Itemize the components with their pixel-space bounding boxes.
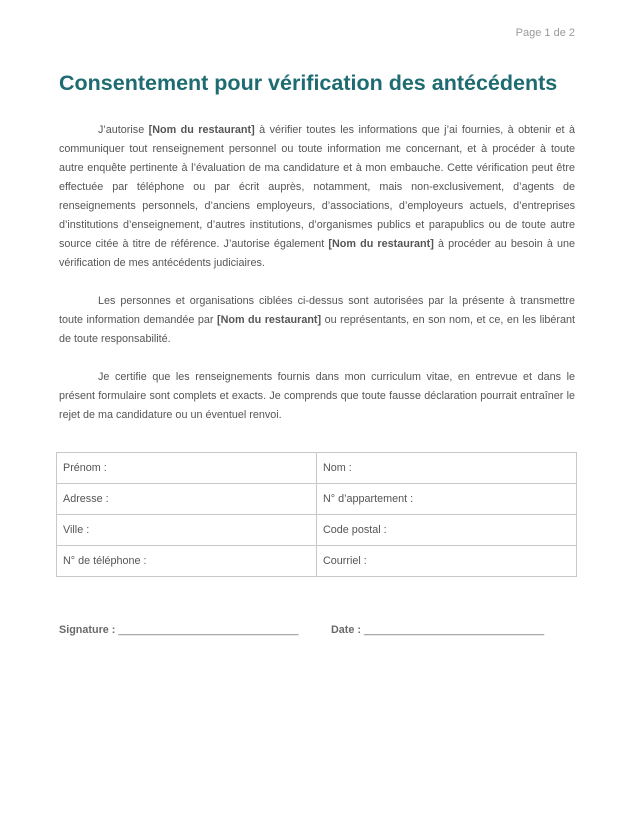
code-postal-field[interactable]: Code postal : <box>317 515 577 546</box>
signature-line[interactable]: ______________________________ <box>118 624 299 636</box>
date-label: Date : <box>331 624 361 636</box>
nom-field[interactable]: Nom : <box>317 453 577 484</box>
date-block <box>331 624 544 636</box>
page-number: Page 1 de 2 <box>515 27 575 39</box>
table-row <box>57 546 577 577</box>
p1-text-c: à vérifier toutes les informations que j’ai fournies, à obtenir et à communiquer tout renseignement personnel ou toute information me concernant, et à procéder à toute autre enquête pertinente à l’évaluation de ma candidature et à mon embauche. Cette vérification peut être effectuée par téléphone ou par écrit auprès, notamment, mais non-exclusivement, d’agents de renseignements personnels, d’anciens employeurs, d’associations, d’employeurs actuels, d’entreprises d’institutions d’enseignement, d’autres institutions, d’organismes publics et parapublics ou de toute autre source citée à titre de référence. J’autorise également <box>59 124 575 250</box>
restaurant-name-placeholder: [Nom du restaurant] <box>148 124 255 136</box>
appartement-field[interactable]: N° d’appartement : <box>317 484 577 515</box>
table-row <box>57 453 577 484</box>
restaurant-name-placeholder: [Nom du restaurant] <box>328 238 434 250</box>
ville-field[interactable]: Ville : <box>57 515 317 546</box>
table-row <box>57 515 577 546</box>
paragraph-authorization <box>59 121 575 273</box>
telephone-field[interactable]: N° de téléphone : <box>57 546 317 577</box>
candidate-info-table <box>56 452 577 577</box>
date-line[interactable]: ______________________________ <box>364 624 545 636</box>
courriel-field[interactable]: Courriel : <box>317 546 577 577</box>
p1-text-e: à procéder au besoin à une vérification de mes antécédents judiciaires. <box>59 238 575 269</box>
p2-text-a: Les personnes et organisations ciblées ci-dessus sont autorisées par la présente à transmettre toute information demandée par <box>59 295 575 326</box>
signature-row <box>59 624 545 636</box>
restaurant-name-placeholder: [Nom du restaurant] <box>216 314 322 326</box>
p1-text-a: J’autorise <box>98 124 149 136</box>
paragraph-release <box>59 292 575 349</box>
signature-label: Signature : <box>59 624 116 636</box>
p2-text-c: ou représentants, en son nom, et ce, en les libérant de toute responsabilité. <box>59 314 575 345</box>
consent-body <box>59 121 575 444</box>
table-row <box>57 484 577 515</box>
adresse-field[interactable]: Adresse : <box>57 484 317 515</box>
prenom-field[interactable]: Prénom : <box>57 453 317 484</box>
paragraph-certification: Je certifie que les renseignements fournis dans mon curriculum vitae, en entrevue et dans le présent formulaire sont complets et exacts. Je comprends que toute fausse déclaration pourrait entraîner le rejet de ma candidature ou un éventuel renvoi. <box>59 371 575 421</box>
document-title: Consentement pour vérification des antécédents <box>59 71 558 95</box>
